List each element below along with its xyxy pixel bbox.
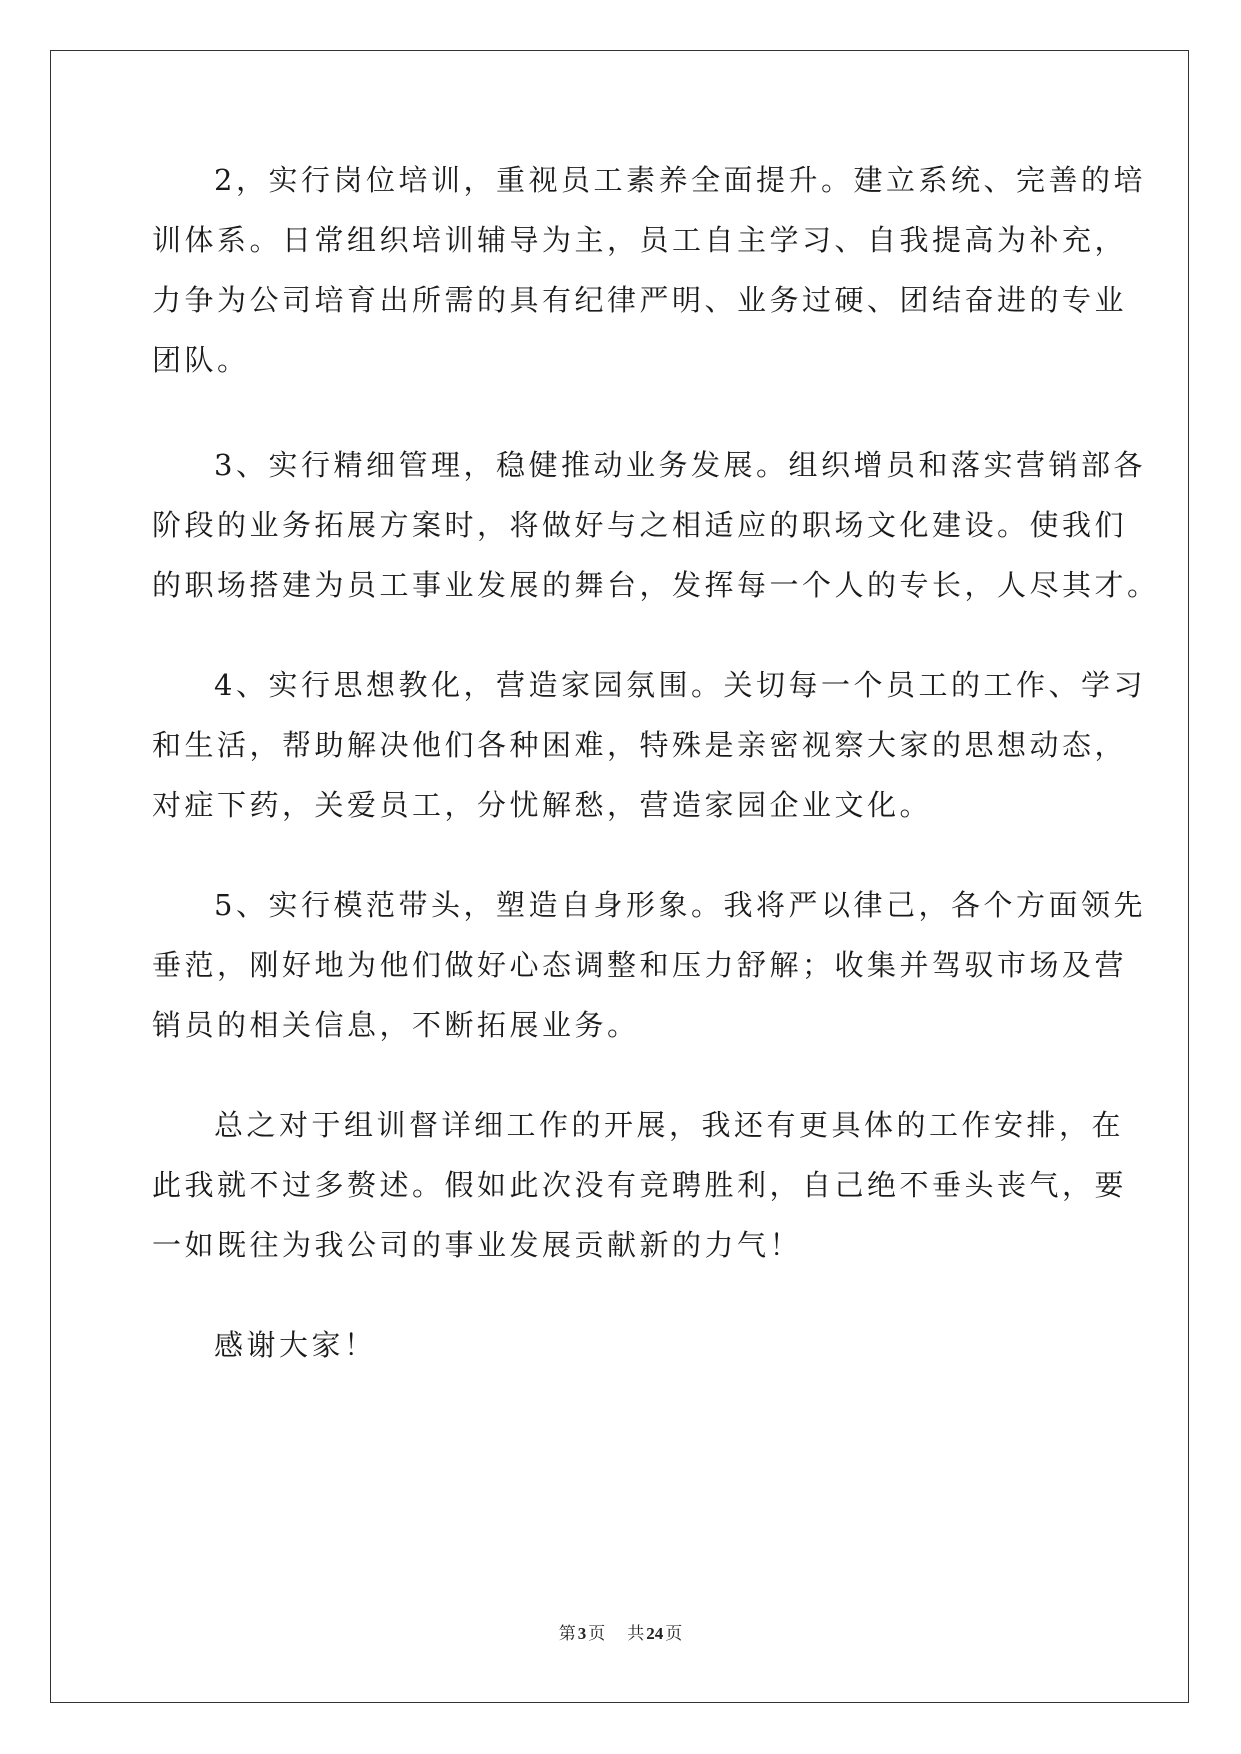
paragraph-5-line-2: 此我就不过多赘述。假如此次没有竞聘胜利，自己绝不垂头丧气，要 [152,1168,1128,1202]
paragraph-1-line-1: 2，实行岗位培训，重视员工素养全面提升。建立系统、完善的培 [214,163,1146,197]
paragraph-3-line-2: 和生活，帮助解决他们各种困难，特殊是亲密视察大家的思想动态， [152,728,1128,762]
paragraph-1-line-4: 团队。 [152,343,250,377]
paragraph-3-line-1: 4、实行思想教化，营造家园氛围。关切每一个员工的工作、学习 [214,668,1146,702]
footer-total-pages: 24 [646,1624,664,1643]
paragraph-2-line-1: 3、实行精细管理，稳健推动业务发展。组织增员和落实营销部各 [214,448,1146,482]
paragraph-1-line-3: 力争为公司培育出所需的具有纪律严明、业务过硬、团结奋进的专业 [152,283,1128,317]
footer-page-prefix: 第 [558,1624,576,1643]
paragraph-4-line-3: 销员的相关信息，不断拓展业务。 [152,1008,640,1042]
paragraph-4-line-1: 5、实行模范带头，塑造自身形象。我将严以律己，各个方面领先 [214,888,1146,922]
paragraph-6-line-1: 感谢大家！ [214,1328,377,1362]
paragraph-2-line-2: 阶段的业务拓展方案时，将做好与之相适应的职场文化建设。使我们 [152,508,1128,542]
footer-page-number: 3 [577,1624,587,1643]
footer-page-unit: 页 [588,1624,606,1643]
footer-total-unit: 页 [665,1624,683,1643]
paragraph-3-line-3: 对症下药，关爱员工，分忧解愁，营造家园企业文化。 [152,788,933,822]
paragraph-4-line-2: 垂范，刚好地为他们做好心态调整和压力舒解；收集并驾驭市场及营 [152,948,1128,982]
footer-total-prefix: 共 [627,1624,645,1643]
paragraph-5-line-3: 一如既往为我公司的事业发展贡献新的力气！ [152,1228,803,1262]
paragraph-1-line-2: 训体系。日常组织培训辅导为主，员工自主学习、自我提高为补充， [152,223,1128,257]
paragraph-5-line-1: 总之对于组训督详细工作的开展，我还有更具体的工作安排，在 [214,1108,1125,1142]
page-footer [0,1619,1241,1644]
paragraph-2-line-3: 的职场搭建为员工事业发展的舞台，发挥每一个人的专长，人尽其才。 [152,568,1160,602]
